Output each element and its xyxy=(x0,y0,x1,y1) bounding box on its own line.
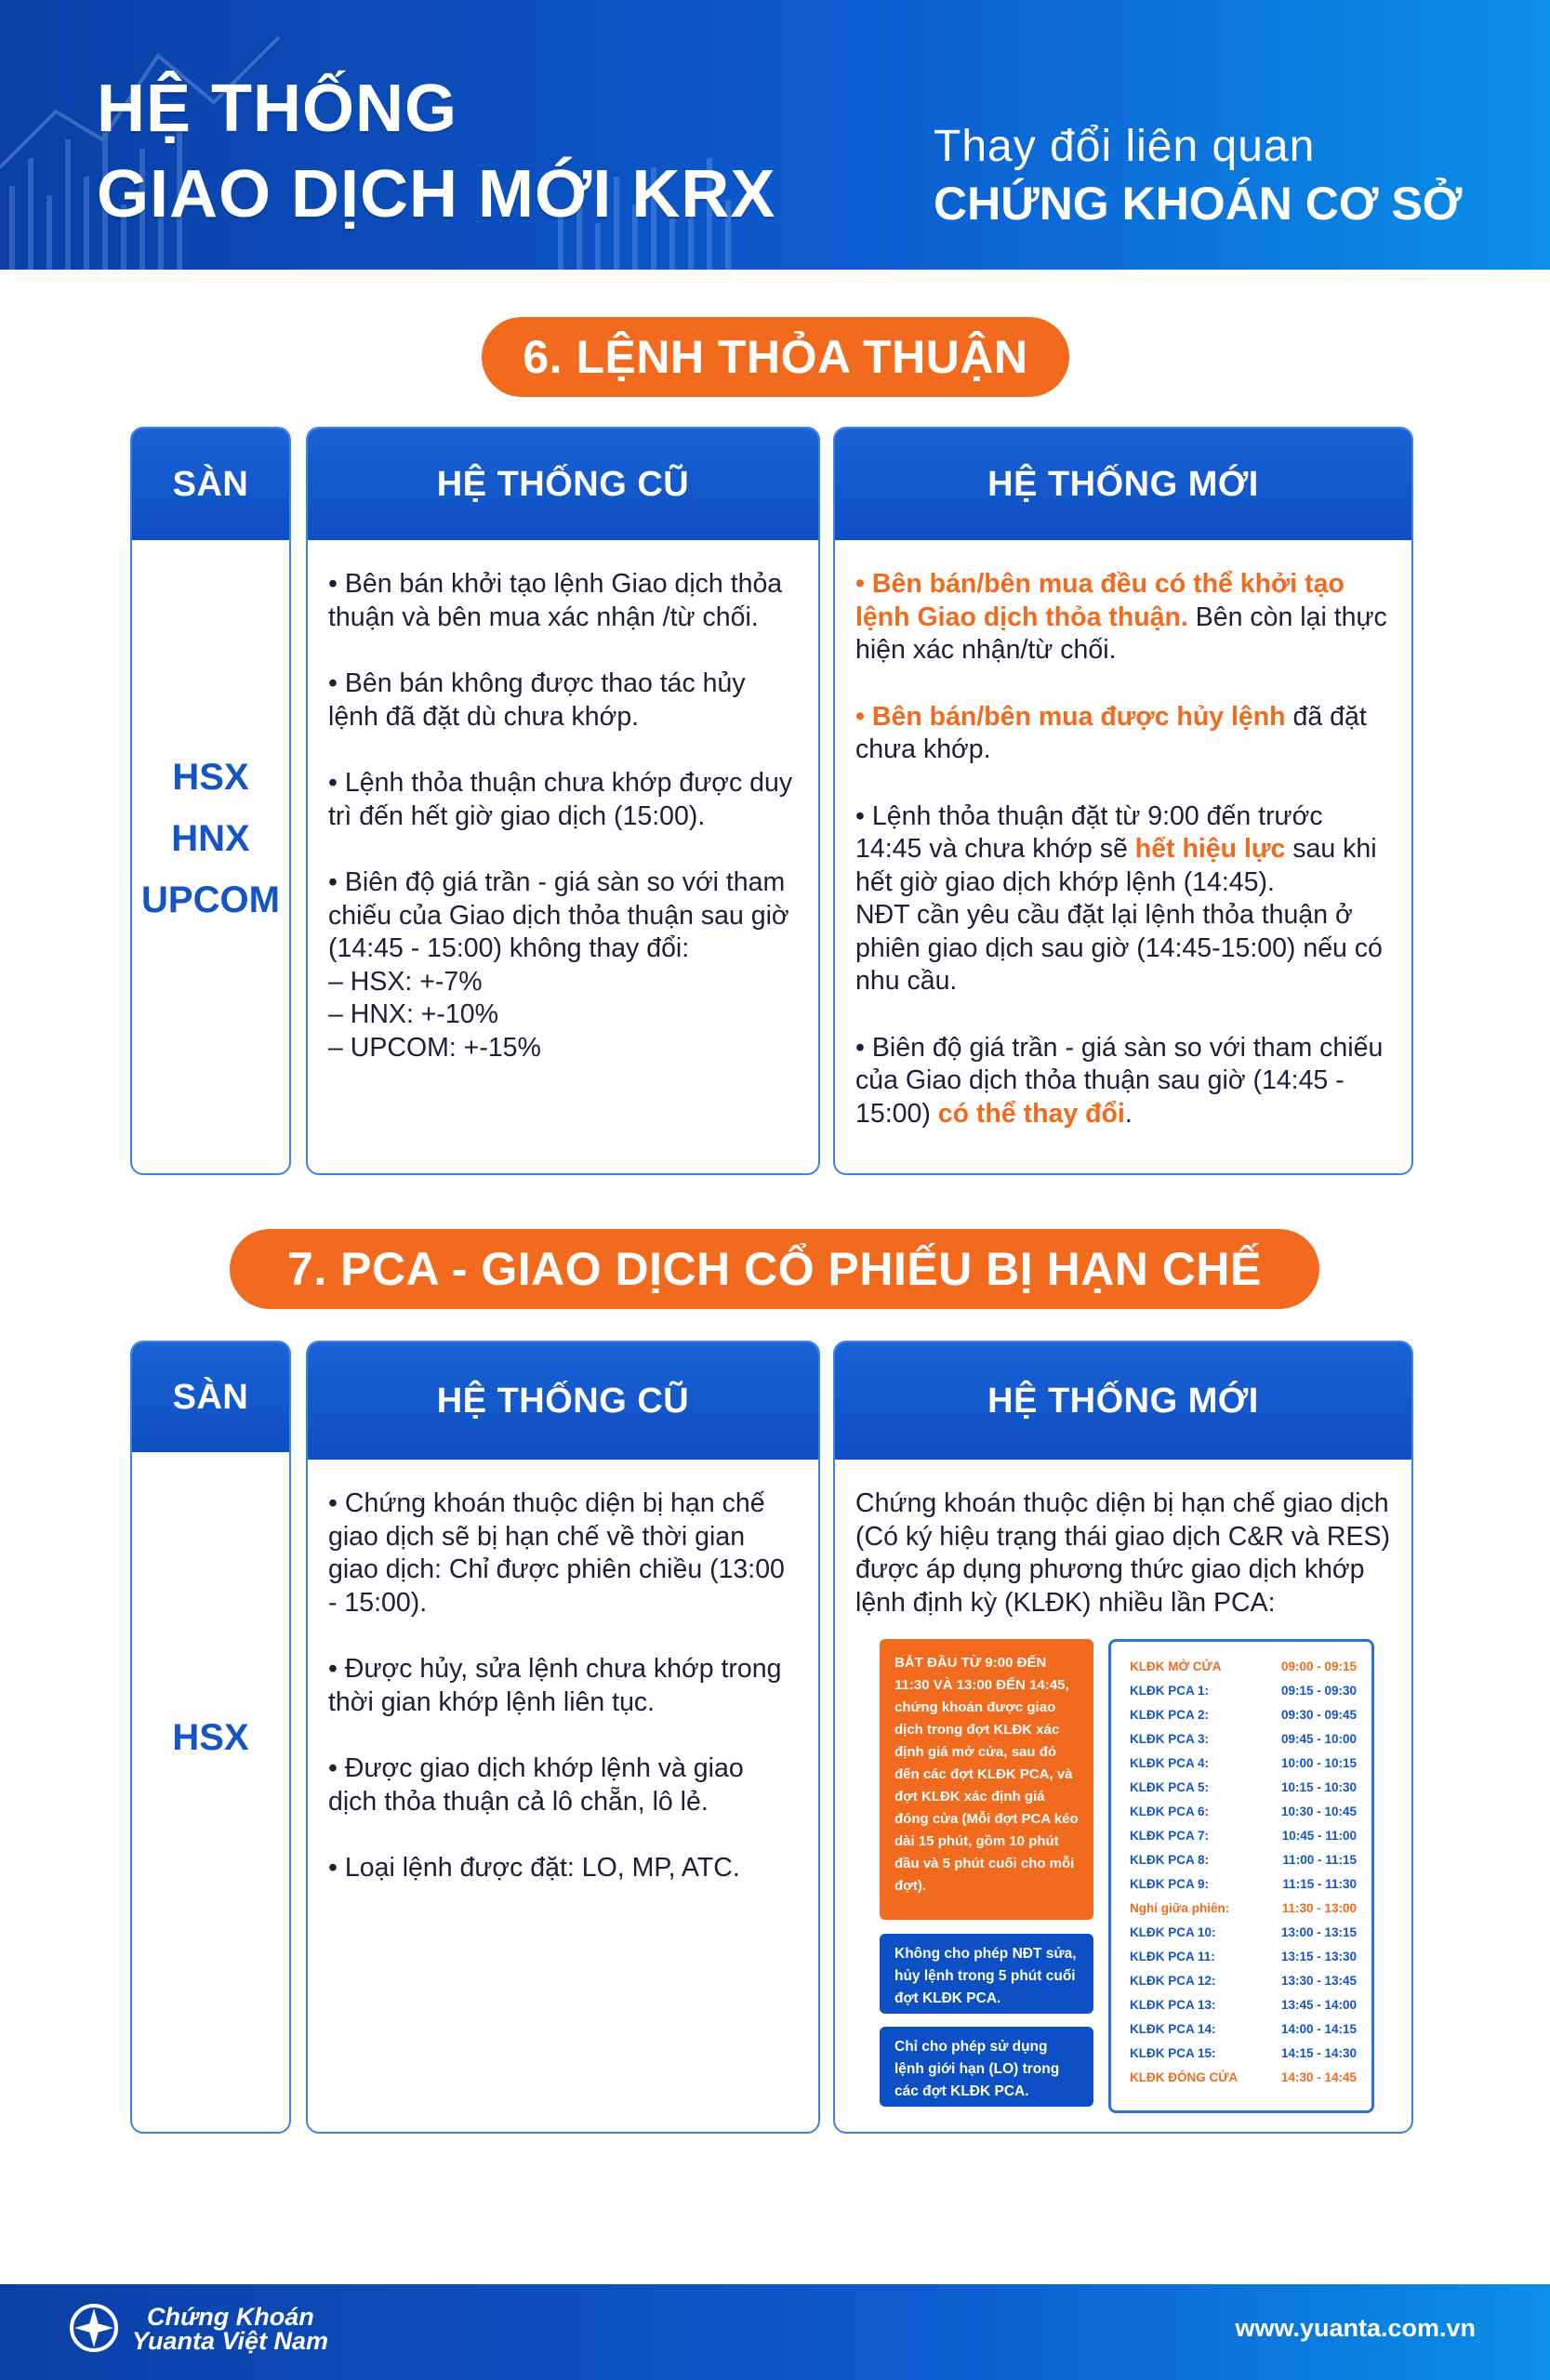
exchange-upcom: UPCOM xyxy=(141,879,280,920)
pca-schedule-row xyxy=(1130,1993,1357,2017)
pca-schedule-row xyxy=(1130,2017,1357,2042)
pca-schedule-row xyxy=(1130,1969,1357,1993)
old-pca-rule-4: • Loại lệnh được đặt: LO, MP, ATC. xyxy=(328,1853,740,1883)
pca-schedule-label: KLĐK PCA 15: xyxy=(1130,2046,1216,2060)
pca-schedule-row xyxy=(1130,1727,1357,1752)
new-rule-4 xyxy=(855,1032,1391,1131)
subtitle-line1: Thay đổi liên quan xyxy=(934,122,1316,171)
section6-exchange-column xyxy=(130,427,291,1175)
pca-schedule-label: KLĐK PCA 2: xyxy=(1130,1708,1210,1722)
old-band-hnx: – HNX: +-10% xyxy=(328,999,498,1029)
pca-schedule-label: KLĐK PCA 1: xyxy=(1130,1684,1210,1698)
pca-schedule-row xyxy=(1130,1945,1357,1969)
old-band-hsx: – HSX: +-7% xyxy=(328,966,483,997)
pca-schedule-label: KLĐK PCA 6: xyxy=(1130,1805,1210,1818)
old-rule-1: • Bên bán khởi tạo lệnh Giao dịch thỏa thuận và bên mua xác nhận /từ chối. xyxy=(328,569,783,632)
new-rule-2 xyxy=(855,701,1391,767)
pca-schedule-label: KLĐK PCA 4: xyxy=(1130,1756,1210,1770)
section7-title: 7. PCA - GIAO DỊCH CỔ PHIẾU BỊ HẠN CHẾ xyxy=(230,1229,1319,1309)
old-band-upcom: – UPCOM: +-15% xyxy=(328,1032,541,1063)
pca-schedule-row xyxy=(1130,2066,1357,2090)
page-title-line1: HỆ THỐNG xyxy=(97,72,458,146)
section6-new-body xyxy=(835,540,1411,1130)
new-rule-4-highlight: có thể thay đổi xyxy=(937,1098,1125,1129)
pca-schedule-row xyxy=(1130,1848,1357,1872)
pca-schedule-time: 09:45 - 10:00 xyxy=(1280,1732,1357,1746)
pca-schedule-label: KLĐK PCA 3: xyxy=(1130,1732,1210,1746)
pca-schedule-time: 13:45 - 14:00 xyxy=(1280,1998,1357,2012)
section6-new-system-column xyxy=(833,427,1413,1175)
exchange-hnx: HNX xyxy=(171,818,250,859)
pca-schedule-row xyxy=(1130,1921,1357,1945)
new-rule-3 xyxy=(855,800,1391,998)
subtitle-line2: CHỨNG KHOÁN CƠ SỞ xyxy=(934,178,1463,230)
pca-schedule-row xyxy=(1130,1872,1357,1897)
section6-exchange-header: SÀN xyxy=(132,429,289,540)
new-rule-1-highlight: • Bên bán/bên mua đều có thể khởi tạo lệnh Giao dịch thỏa thuận. xyxy=(855,569,1345,632)
section6-old-system-column xyxy=(306,427,820,1175)
pca-schedule-time: 13:15 - 13:30 xyxy=(1280,1950,1357,1964)
pca-schedule-time: 14:15 - 14:30 xyxy=(1280,2046,1357,2060)
pca-schedule-time: 10:30 - 10:45 xyxy=(1280,1805,1357,1818)
pca-schedule-time: 13:30 - 13:45 xyxy=(1280,1974,1357,1988)
new-rule-2-rest: đã đặt chưa khớp. xyxy=(855,701,1367,764)
new-rule-3-b: sau khi hết giờ giao dịch khớp lệnh (14:45). xyxy=(855,834,1377,897)
pca-schedule-row xyxy=(1130,1655,1357,1679)
section7-new-body xyxy=(835,1460,1411,1620)
pca-schedule-row xyxy=(1130,1752,1357,1776)
section7-old-system-column xyxy=(306,1341,820,2134)
section6-new-header: HỆ THỐNG MỚI xyxy=(835,429,1411,540)
pca-schedule-row xyxy=(1130,2042,1357,2066)
old-pca-rule-3: • Được giao dịch khớp lệnh và giao dịch thỏa thuận cả lô chẵn, lô lẻ. xyxy=(328,1753,744,1817)
pca-schedule-time: 10:00 - 10:15 xyxy=(1280,1756,1357,1770)
pca-schedule-label: KLĐK PCA 13: xyxy=(1130,1998,1216,2012)
website-link[interactable]: www.yuanta.com.vn xyxy=(1235,2314,1476,2342)
pca-schedule-label: KLĐK PCA 5: xyxy=(1130,1780,1210,1794)
old-pca-rule-1: • Chứng khoán thuộc diện bị hạn chế giao dịch sẽ bị hạn chế về thời gian giao dịch: Chỉ được phiên chiều (13:00 - 15:00). xyxy=(328,1488,785,1618)
pca-schedule-time: 09:30 - 09:45 xyxy=(1280,1708,1357,1722)
pca-schedule-row xyxy=(1130,1679,1357,1703)
new-rule-4-b: . xyxy=(1124,1098,1133,1129)
pca-schedule-time: 11:15 - 11:30 xyxy=(1282,1877,1357,1891)
new-rule-2-highlight: • Bên bán/bên mua được hủy lệnh xyxy=(855,701,1286,732)
pca-cancel-note: Không cho phép NĐT sửa, hủy lệnh trong 5 phút cuối đợt KLĐK PCA. xyxy=(880,1934,1093,2014)
section6-title: 6. LỆNH THỎA THUẬN xyxy=(482,317,1069,397)
new-rule-3-a: • Lệnh thỏa thuận đặt từ 9:00 đến trước 14:45 và chưa khớp sẽ xyxy=(855,800,1323,864)
pca-schedule-row xyxy=(1130,1897,1357,1921)
section7-exchange-column xyxy=(130,1341,291,2134)
pca-schedule-row xyxy=(1130,1703,1357,1727)
pca-schedule-label: Nghỉ giữa phiên: xyxy=(1130,1901,1230,1915)
pca-lo-note: Chỉ cho phép sử dụng lệnh giới hạn (LO) trong các đợt KLĐK PCA. xyxy=(880,2027,1093,2107)
pca-schedule-label: KLĐK PCA 7: xyxy=(1130,1829,1210,1843)
section7-exchange-header: SÀN xyxy=(132,1342,289,1452)
pca-schedule-time: 13:00 - 13:15 xyxy=(1280,1925,1357,1939)
pca-schedule-label: KLĐK MỞ CỬA xyxy=(1130,1659,1222,1673)
yuanta-logo-icon xyxy=(69,2303,119,2353)
pca-schedule-label: KLĐK PCA 11: xyxy=(1130,1950,1215,1964)
page-title-line2: GIAO DỊCH MỚI KRX xyxy=(97,157,776,231)
section6-old-header: HỆ THỐNG CŨ xyxy=(308,429,818,540)
pca-schedule-time: 11:00 - 11:15 xyxy=(1282,1853,1357,1867)
pca-schedule-time: 14:30 - 14:45 xyxy=(1280,2070,1357,2084)
old-rule-3: • Lệnh thỏa thuận chưa khớp được duy trì đến hết giờ giao dịch (15:00). xyxy=(328,768,793,831)
pca-schedule-label: KLĐK PCA 14: xyxy=(1130,2022,1216,2036)
new-rule-1 xyxy=(855,568,1391,668)
pca-schedule-table xyxy=(1108,1639,1374,2113)
brand-name-line1: Chứng Khoán xyxy=(147,2303,314,2331)
pca-schedule-row xyxy=(1130,1824,1357,1848)
exchange-hsx: HSX xyxy=(172,1717,249,1758)
pca-schedule-label: KLĐK PCA 10: xyxy=(1130,1925,1216,1939)
pca-schedule-label: KLĐK PCA 12: xyxy=(1130,1974,1216,1988)
new-rule-4-a: • Biên độ giá trần - giá sàn so với tham chiếu của Giao dịch thỏa thuận sau giờ (14:45 - 15:00) xyxy=(855,1032,1384,1129)
header-banner xyxy=(0,0,1550,270)
old-rule-4-text: • Biên độ giá trần - giá sàn so với tham chiếu của Giao dịch thỏa thuận sau giờ (14:45 - 15:00) không thay đổi: xyxy=(328,867,789,963)
old-pca-rule-2: • Được hủy, sửa lệnh chưa khớp trong thời gian khớp lệnh liên tục. xyxy=(328,1654,782,1717)
pca-schedule-time: 10:45 - 11:00 xyxy=(1281,1829,1357,1843)
pca-schedule-time: 09:15 - 09:30 xyxy=(1280,1684,1357,1698)
new-rule-3-highlight: hết hiệu lực xyxy=(1134,834,1286,864)
new-pca-intro: Chứng khoán thuộc diện bị hạn chế giao dịch (Có ký hiệu trạng thái giao dịch C&R và RES) được áp dụng phương thức giao dịch khớp lệnh định kỳ (KLĐK) nhiều lần PCA: xyxy=(855,1488,1391,1618)
brand-name-line2: Yuanta Việt Nam xyxy=(132,2327,329,2355)
section6-old-body xyxy=(308,540,818,1064)
old-rule-4 xyxy=(328,866,798,1064)
section7-old-header: HỆ THỐNG CŨ xyxy=(308,1342,818,1460)
new-rule-1-rest: Bên còn lại thực hiện xác nhận/từ chối. xyxy=(855,602,1387,665)
pca-schedule-label: KLĐK ĐÓNG CỬA xyxy=(1130,2070,1239,2084)
pca-schedule-time: 09:00 - 09:15 xyxy=(1280,1659,1357,1673)
footer xyxy=(0,2284,1550,2380)
exchange-hsx: HSX xyxy=(172,757,249,798)
pca-schedule-row xyxy=(1130,1800,1357,1824)
pca-schedule-time: 14:00 - 14:15 xyxy=(1280,2022,1357,2036)
section7-new-header: HỆ THỐNG MỚI xyxy=(835,1342,1411,1460)
pca-schedule-time: 11:30 - 13:00 xyxy=(1281,1901,1357,1915)
old-rule-2: • Bên bán không được thao tác hủy lệnh đã đặt dù chưa khớp. xyxy=(328,668,746,732)
pca-schedule-time: 10:15 - 10:30 xyxy=(1280,1780,1357,1794)
section7-old-body xyxy=(308,1460,818,1885)
new-rule-3-c: NĐT cần yêu cầu đặt lại lệnh thỏa thuận ở phiên giao dịch sau giờ (14:45-15:00) nếu có nhu cầu. xyxy=(855,900,1383,996)
pca-schedule-label: KLĐK PCA 8: xyxy=(1130,1853,1210,1867)
pca-time-note: BẮT ĐẦU TỪ 9:00 ĐẾN 11:30 VÀ 13:00 ĐẾN 14:45, chứng khoán được giao dịch trong đợt KLĐK xác định giá mở cửa, sau đó đến các đợt KLĐK PCA, và đợt KLĐK xác định giá đóng cửa (Mỗi đợt PCA kéo dài 15 phút, gồm 10 phút đầu và 5 phút cuối cho mỗi đợt). xyxy=(880,1639,1093,1920)
pca-schedule-label: KLĐK PCA 9: xyxy=(1130,1877,1210,1891)
pca-schedule-row xyxy=(1130,1776,1357,1800)
